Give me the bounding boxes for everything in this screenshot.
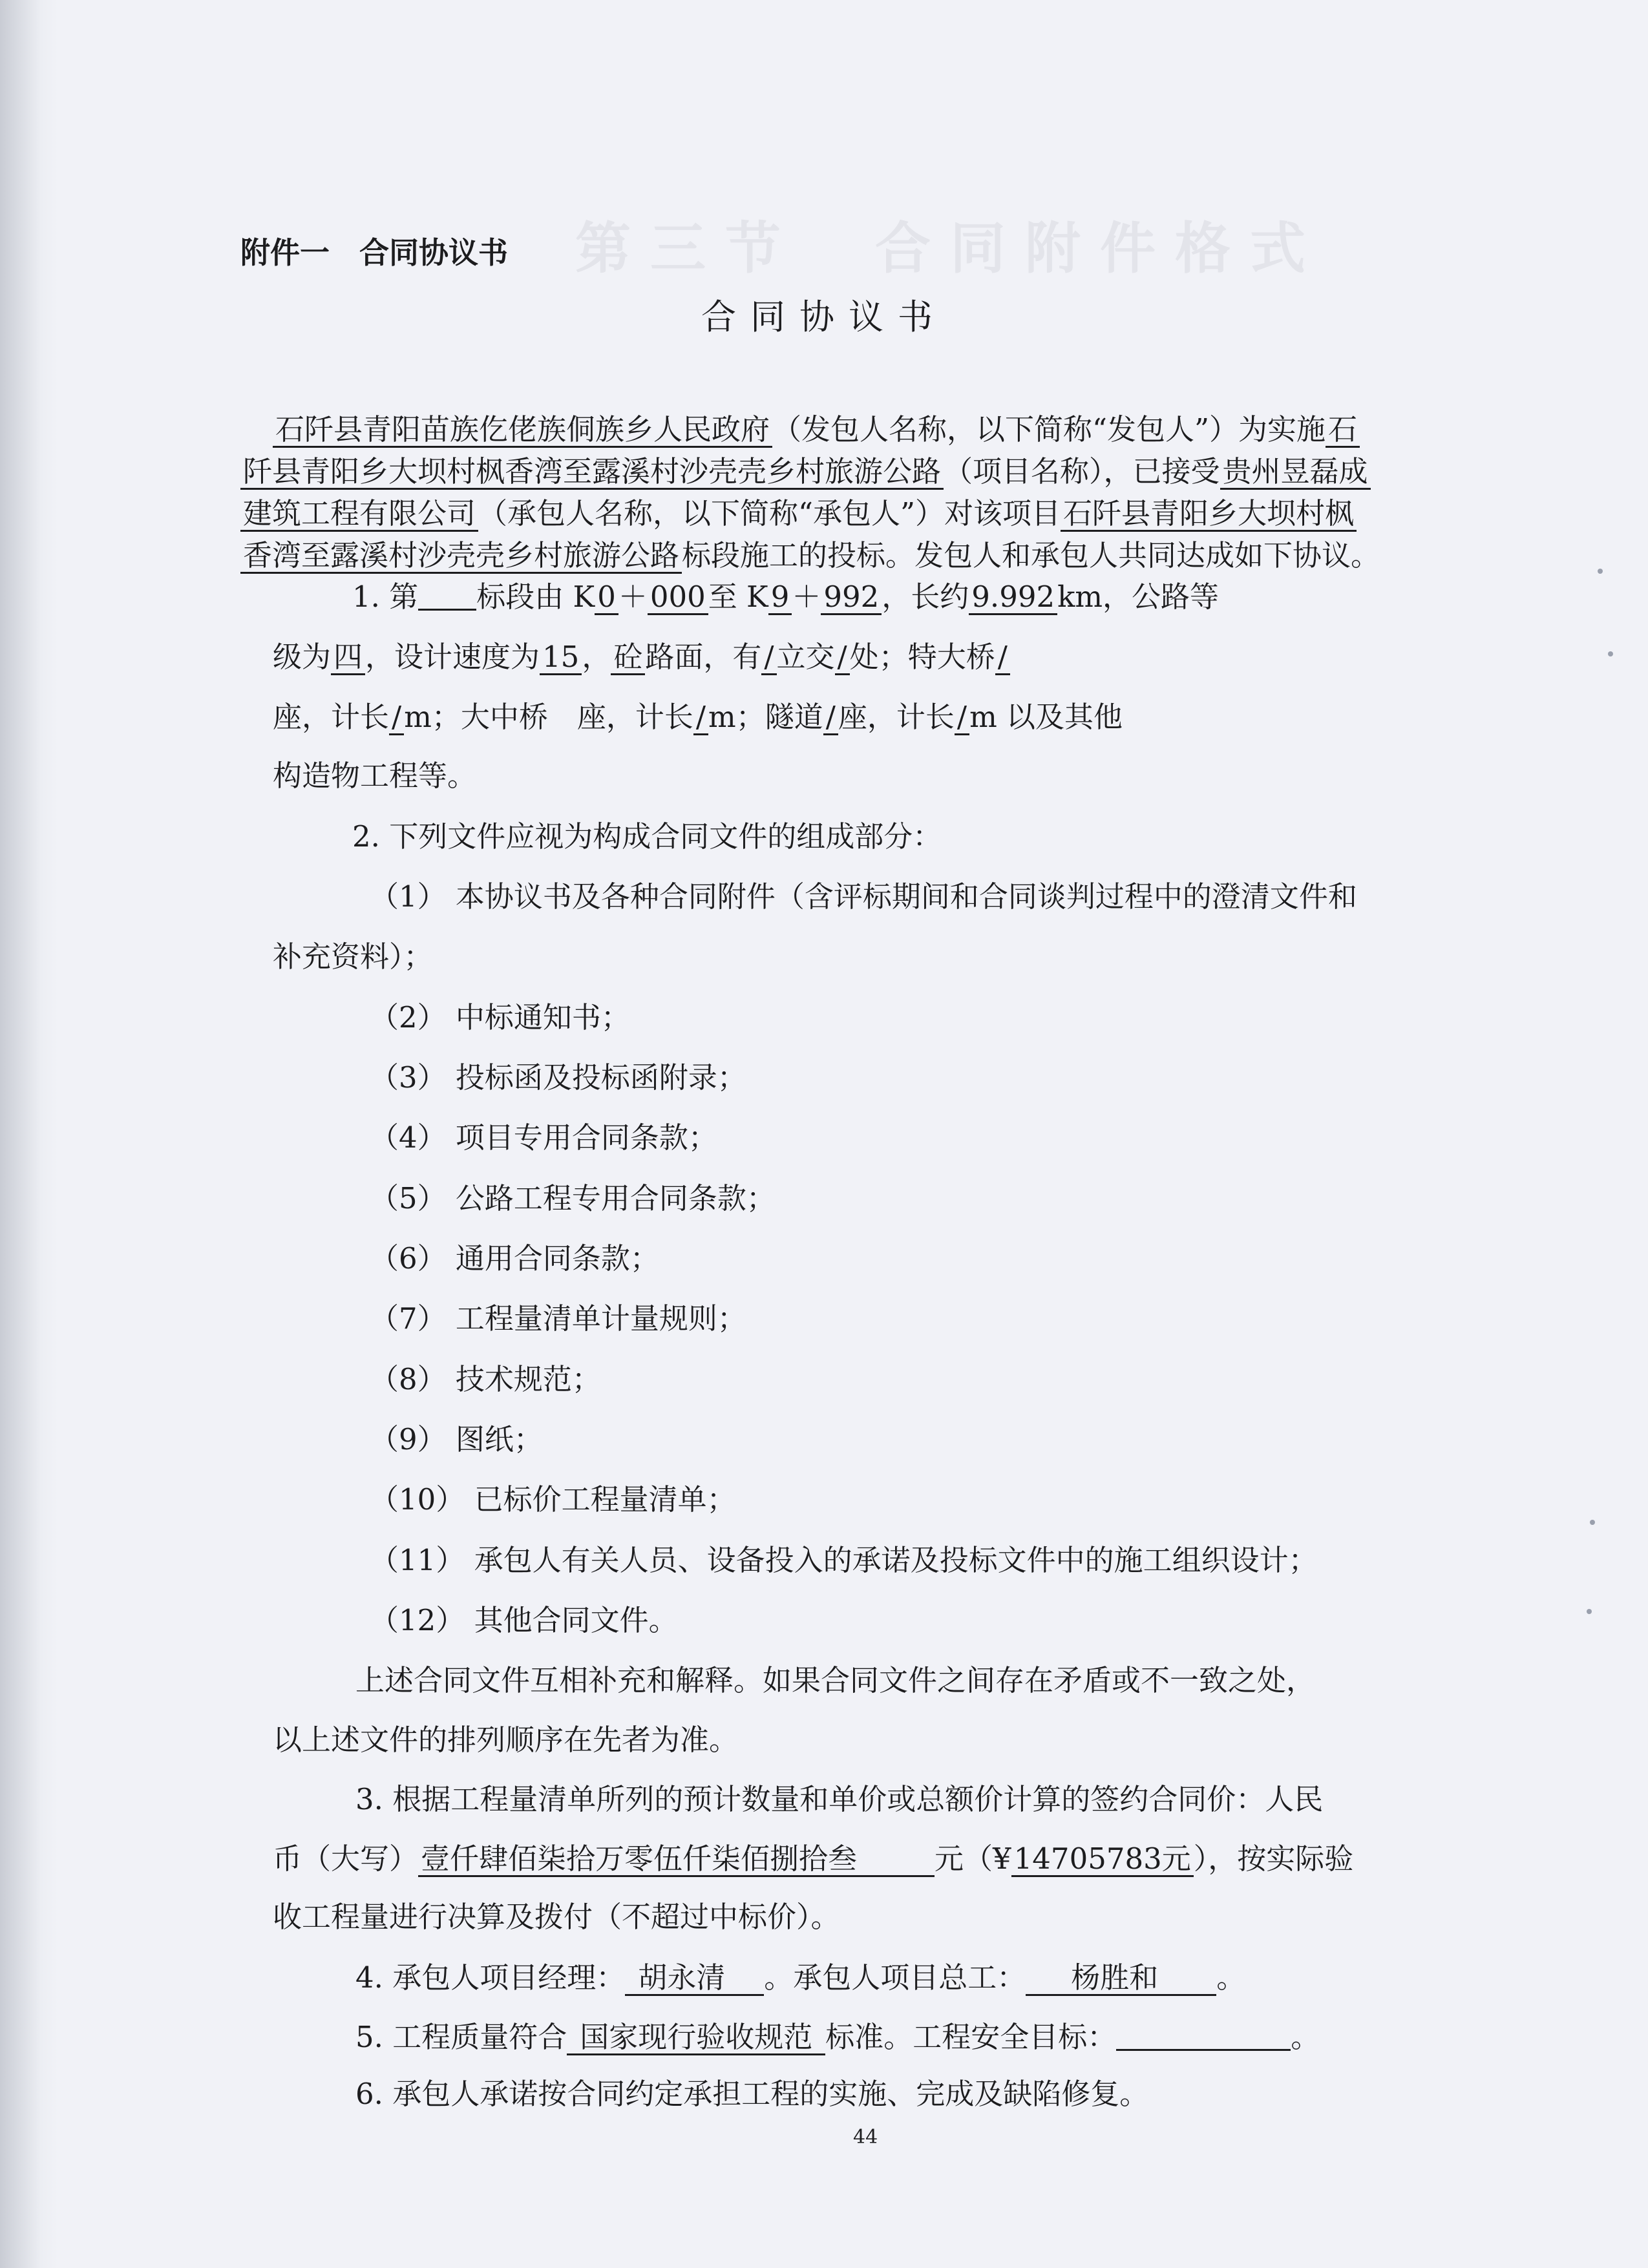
design-speed: 15 <box>540 641 582 675</box>
contract-amount-number: 14705783元 <box>1011 1843 1194 1877</box>
project-manager: 胡永清 <box>625 1962 764 1996</box>
list-item: （5） 公路工程专用合同条款； <box>370 1181 776 1215</box>
clause1-line-4: 构造物工程等。 <box>273 759 477 793</box>
chief-engineer: 杨胜和 <box>1026 1962 1216 1996</box>
list-item: （4） 项目专用合同条款； <box>370 1120 717 1155</box>
list-item: （3） 投标函及投标函附录； <box>370 1060 746 1095</box>
clause6-line: 6. 承包人承诺按合同约定承担工程的实施、完成及缺陷修复。 <box>355 2077 1149 2111</box>
scan-speck <box>1598 569 1603 574</box>
intro-line-3: 建筑工程有限公司（承包人名称，以下简称“承包人”）对该项目石阡县青阳乡大坝村枫 <box>240 498 1357 532</box>
clause3-line-2: 币（大写）壹仟肆佰柒拾万零伍仟柒佰捌拾叁 元（¥14705783元），按实际验 <box>273 1842 1354 1876</box>
clause3-line-3: 收工程量进行决算及拨付（不超过中标价）。 <box>273 1900 840 1934</box>
clause1-line-2: 级为四，设计速度为15，砼路面，有/立交/处；特大桥/ <box>273 641 1010 675</box>
m-start: 000 <box>648 581 708 615</box>
pavement-type: 砼 <box>611 641 645 675</box>
safety-target-blank <box>1116 2021 1291 2051</box>
section-no-blank <box>418 580 476 611</box>
clause2-note-b: 以上述文件的排列顺序在先者为准。 <box>273 1723 739 1757</box>
clause3-line-1: 3. 根据工程量清单所列的预计数量和单价或总额价计算的签约合同价：人民 <box>355 1782 1324 1816</box>
contractor-name-start: 贵州昱磊成 <box>1220 456 1371 490</box>
list-item: （9） 图纸； <box>370 1422 543 1456</box>
scan-speck <box>1590 1520 1595 1525</box>
clause5-line: 5. 工程质量符合 国家现行验收规范 标准。工程安全目标： 。 <box>355 2020 1320 2054</box>
clause2-item-1a: （1） 本协议书及各种合同附件（含评标期间和合同谈判过程中的澄清文件和 <box>370 879 1357 914</box>
annex-label: 附件一 合同协议书 <box>240 235 508 270</box>
clause1-line-1: 1. 第 标段由 K0＋000至 K9＋992，长约9.992km，公路等 <box>352 580 1220 614</box>
intro-line-2: 阡县青阳乡大坝村枫香湾至露溪村沙壳壳乡村旅游公路（项目名称），已接受贵州昱磊成 <box>240 456 1371 490</box>
k-end: 9 <box>768 581 792 615</box>
road-grade: 四 <box>331 641 365 675</box>
list-item: （7） 工程量清单计量规则； <box>370 1301 746 1336</box>
intro-line-1: 石阡县青阳苗族仡佬族侗族乡人民政府（发包人名称，以下简称“发包人”）为实施石 <box>273 414 1360 448</box>
scan-speck <box>1608 651 1613 656</box>
clause4-line: 4. 承包人项目经理： 胡永清 。承包人项目总工： 杨胜和 。 <box>355 1960 1246 1995</box>
scan-edge-shadow <box>0 0 58 2268</box>
list-item: （8） 技术规范； <box>370 1362 601 1396</box>
employer-name: 石阡县青阳苗族仡佬族侗族乡人民政府 <box>273 414 772 448</box>
m-end: 992 <box>821 581 882 615</box>
clause2-heading: 2. 下列文件应视为构成合同文件的组成部分： <box>352 819 942 854</box>
list-item: （2） 中标通知书； <box>370 1000 630 1034</box>
list-item: （12） 其他合同文件。 <box>370 1603 678 1637</box>
contractor-name: 建筑工程有限公司 <box>240 498 478 532</box>
page-number: 44 <box>853 2126 878 2148</box>
contract-amount-words: 壹仟肆佰柒拾万零伍仟柒佰捌拾叁 <box>418 1843 935 1877</box>
length-value: 9.992 <box>969 581 1057 615</box>
quality-standard: 国家现行验收规范 <box>567 2021 825 2055</box>
bleed-through-heading: 第三节 合同附件格式 <box>575 216 1325 281</box>
clause1-line-3: 座，计长/m；大中桥 座，计长/m；隧道/座，计长/m 以及其他 <box>273 700 1123 734</box>
clause2-item-1b: 补充资料）； <box>273 940 433 974</box>
list-item: （10） 已标价工程量清单； <box>370 1482 736 1517</box>
clause2-note-a: 上述合同文件互相补充和解释。如果合同文件之间存在矛盾或不一致之处， <box>355 1663 1316 1697</box>
section-name-start: 石阡县青阳乡大坝村枫 <box>1061 498 1357 532</box>
scan-speck <box>1587 1609 1592 1614</box>
list-item: （6） 通用合同条款； <box>370 1241 659 1276</box>
section-name: 香湾至露溪村沙壳壳乡村旅游公路 <box>240 540 682 574</box>
list-item: （11） 承包人有关人员、设备投入的承诺及投标文件中的施工组织设计； <box>370 1543 1318 1577</box>
page-title: 合同协议书 <box>701 297 947 337</box>
project-name-start: 石 <box>1326 414 1360 448</box>
project-name: 阡县青阳乡大坝村枫香湾至露溪村沙壳壳乡村旅游公路 <box>240 456 944 490</box>
intro-line-4: 香湾至露溪村沙壳壳乡村旅游公路标段施工的投标。发包人和承包人共同达成如下协议。 <box>240 540 1380 574</box>
k-start: 0 <box>595 581 618 615</box>
